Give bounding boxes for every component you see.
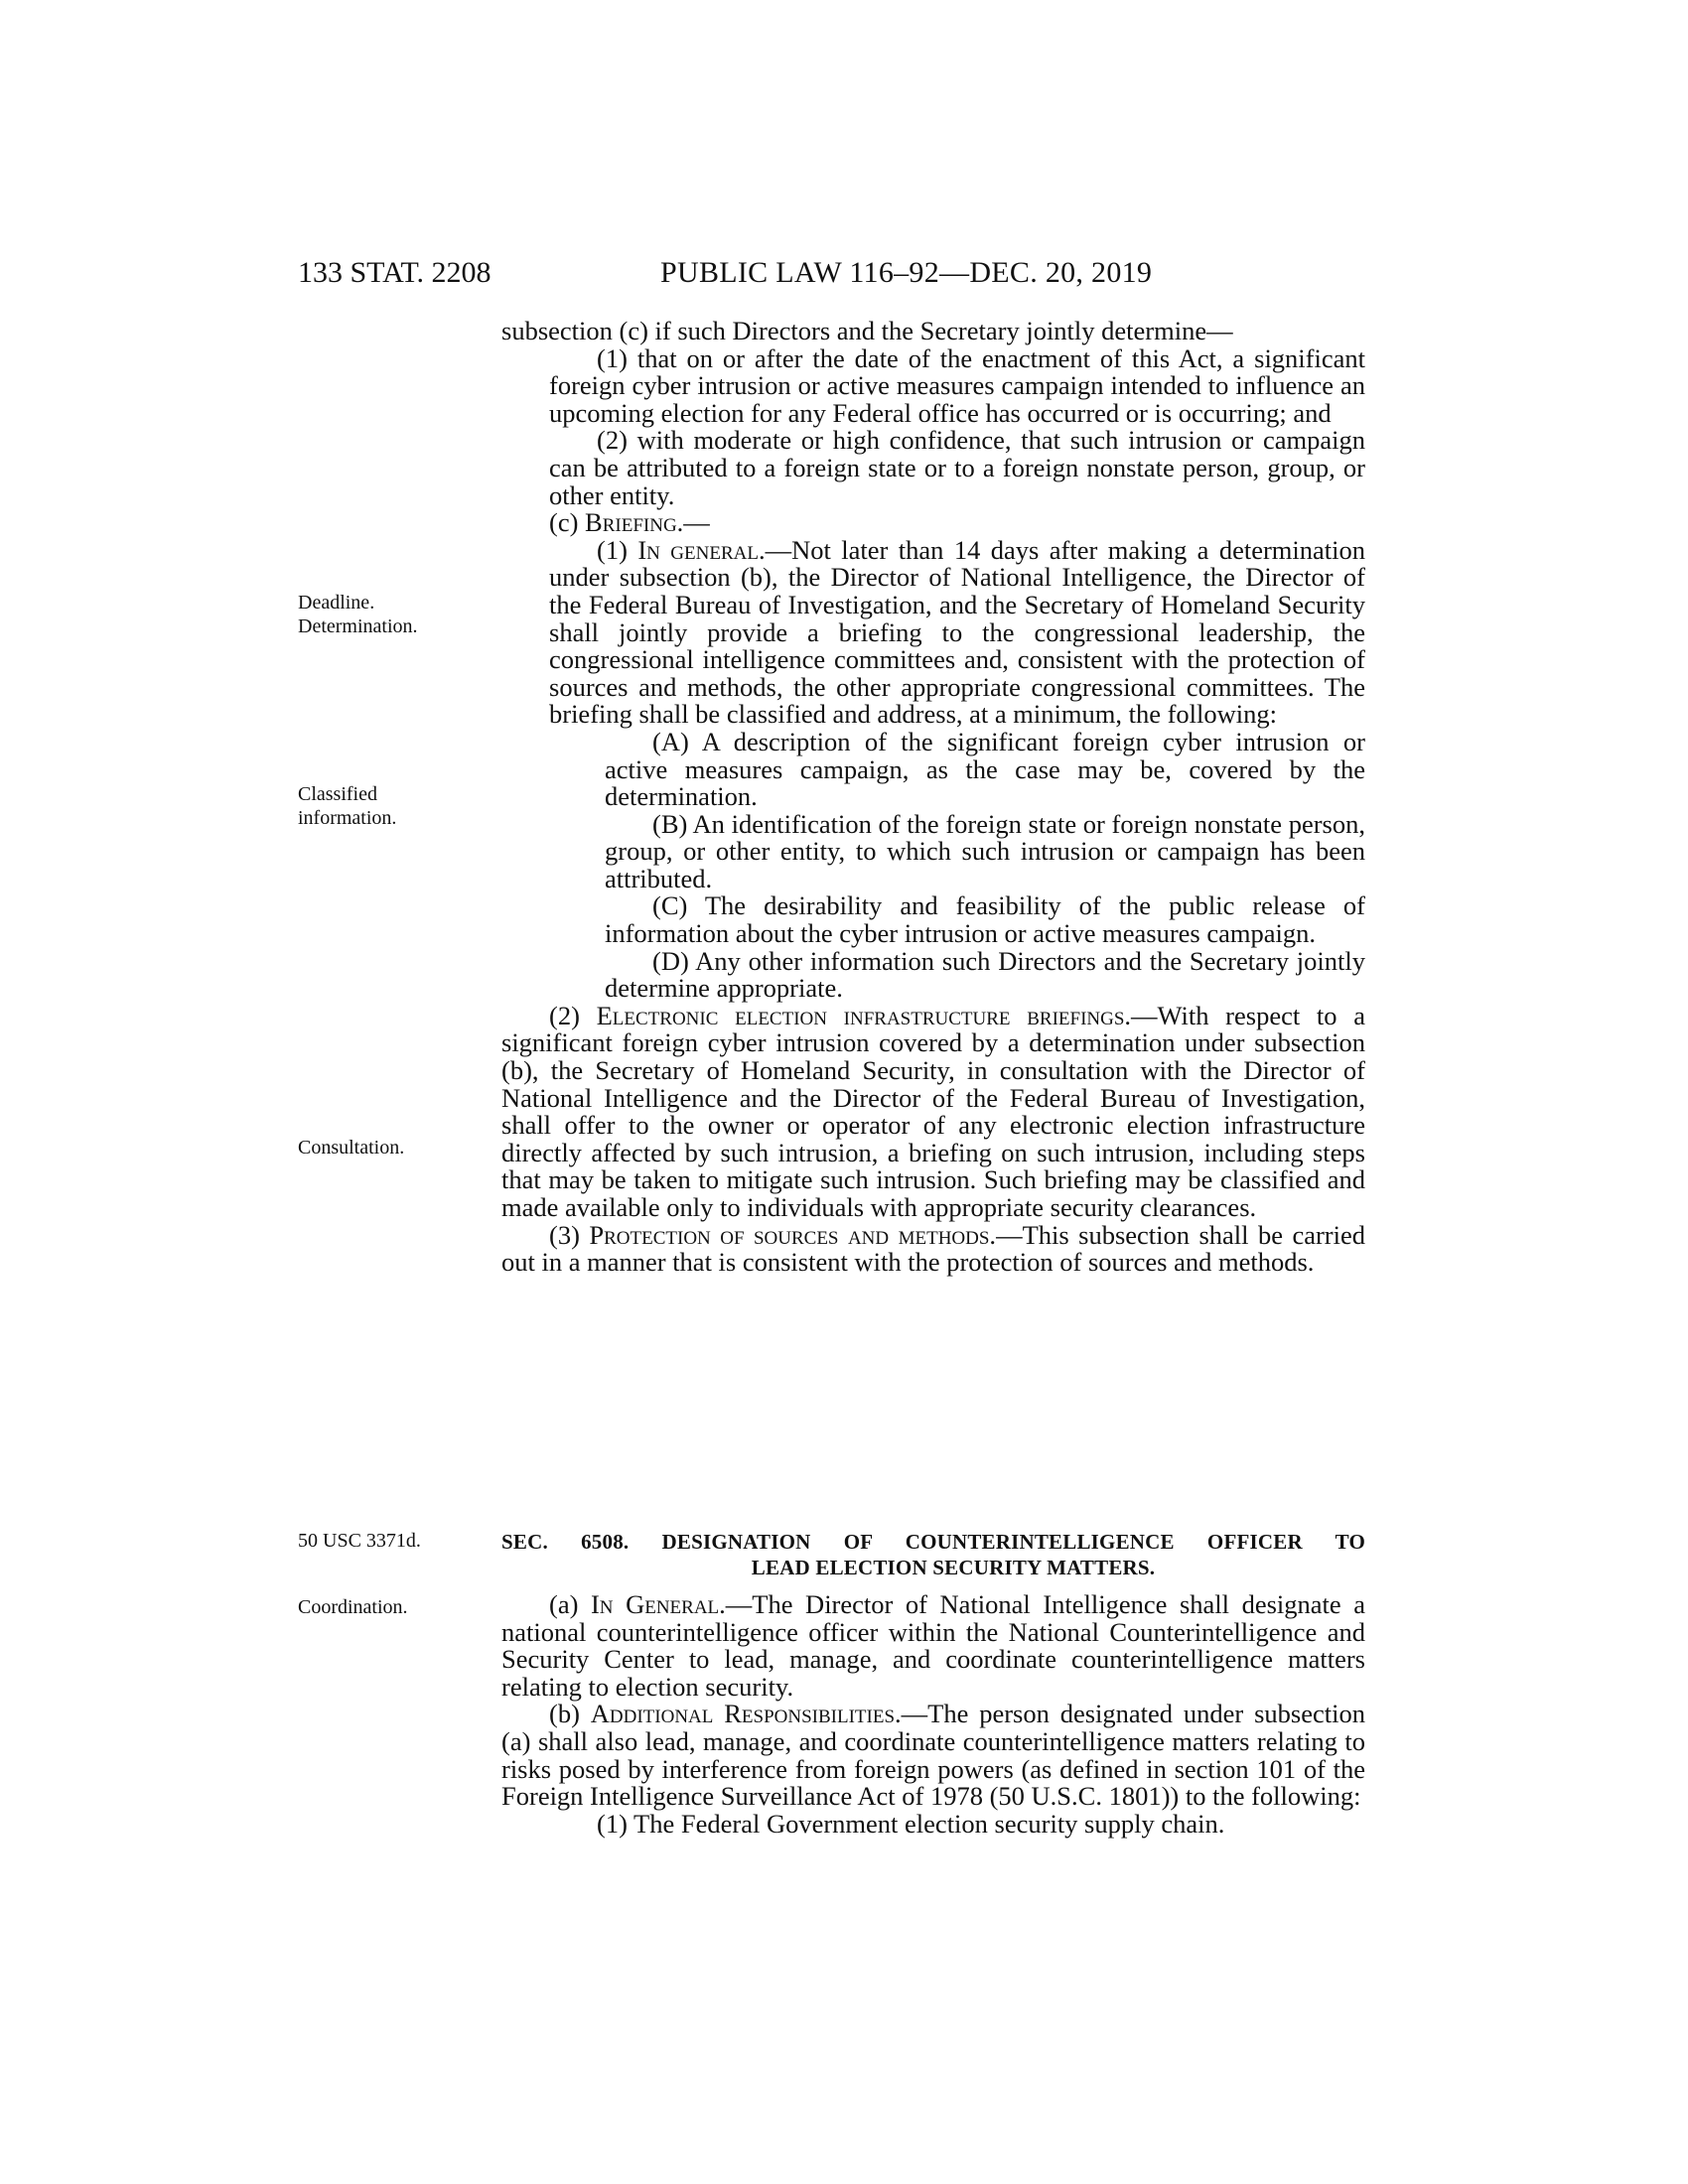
paragraph-c2: (2) Electronic election infrastructure briefings.—With respect to a significant foreign cyber intrusion covered by a determination under subsection (b), the Secretary of Homeland Security, in consultation with the Director of National Intelligence and the Director of the Federal Bureau of Investigation, shall offer to the owner or operator of any electronic election infrastructure directly affected by such intrusion, a briefing on such intrusion, including steps that may be taken to mitigate such intrusion. Such briefing may be classified and made available only to individuals with appropriate security clearances. (501, 1000, 1365, 1222)
paragraph-b1: (1) that on or after the date of the enactment of this Act, a significant foreign cyber intrusion or active measures campaign intended to influence an upcoming election for any Federal office has occurred or is occurring; and (549, 342, 1365, 428)
paragraph-c1-B: (B) An identification of the foreign state or foreign nonstate person, group, or other entity, to which such intrusion or campaign has been attributed. (605, 808, 1365, 893)
paragraph-c1: (1) In general.—Not later than 14 days after making a determination under subsection (b), the Director of National Intelligence, the Director of the Federal Bureau of Investigation, and the Secretary of Homeland Security shall jointly provide a briefing to the congressional leadership, the congressional intelligence committees and, consistent with the protection of sources and methods, the other appropriate congressional committees. The briefing shall be classified and address, at a minimum, the following: (549, 534, 1365, 730)
paragraph-sec-b1: (1) The Federal Government election security supply chain. (597, 1808, 1225, 1839)
section-heading (501, 1529, 1365, 1580)
paragraph-c1-D: (D) Any other information such Directors and the Secretary jointly determine appropriate. (605, 945, 1365, 1004)
section-body-text (501, 318, 1365, 1277)
margin-note-usc: 50 USC 3371d. (298, 1530, 421, 1552)
paragraph-b2: (2) with moderate or high confidence, that such intrusion or campaign can be attributed to a foreign state or to a foreign nonstate person, group, or other entity. (549, 425, 1365, 510)
section-heading-line-2: LEAD ELECTION SECURITY MATTERS. (751, 1556, 1156, 1579)
section-heading-line-1: SEC. 6508. DESIGNATION OF COUNTERINTELLIGENCE OFFICER TO (501, 1530, 1365, 1554)
paragraph-intro: subsection (c) if such Directors and the Secretary jointly determine— (501, 316, 1233, 345)
page-header (298, 256, 1365, 296)
margin-note-deadline: Deadline. Determination. (298, 592, 418, 637)
stat-page-number: 133 STAT. 2208 (298, 256, 492, 289)
paragraph-c1-A: (A) A description of the significant foreign cyber intrusion or active measures campaign, as the case may be, covered by the determination. (605, 726, 1365, 812)
paragraph-sec-b: (b) Additional Responsibilities.—The person designated under subsection (a) shall also lead, manage, and coordinate counterintelligence matters relating to risks posed by interference from foreign powers (as defined in section 101 of the Foreign Intelligence Surveillance Act of 1978 (50 U.S.C. 1801)) to the following: (501, 1699, 1365, 1812)
margin-note-classified: Classified information. (298, 783, 397, 829)
paragraph-sec-a: (a) In General.—The Director of National Intelligence shall designate a national counterintelligence officer within the National Counterintelligence and Security Center to lead, manage, and coordinate counterintelligence matters relating to election security. (501, 1589, 1365, 1702)
margin-note-coordination: Coordination. (298, 1596, 408, 1618)
paragraph-c3: (3) Protection of sources and methods.—This subsection shall be carried out in a manner that is consistent with the protection of sources and methods. (501, 1219, 1365, 1278)
running-title: PUBLIC LAW 116–92—DEC. 20, 2019 (660, 256, 1153, 289)
section-6508-body (501, 1591, 1365, 1838)
subsection-c-heading: (c) Briefing.— (549, 507, 710, 538)
paragraph-c1-C: (C) The desirability and feasibility of the public release of information about the cyber intrusion or active measures campaign. (605, 890, 1365, 949)
margin-note-consultation: Consultation. (298, 1137, 405, 1159)
